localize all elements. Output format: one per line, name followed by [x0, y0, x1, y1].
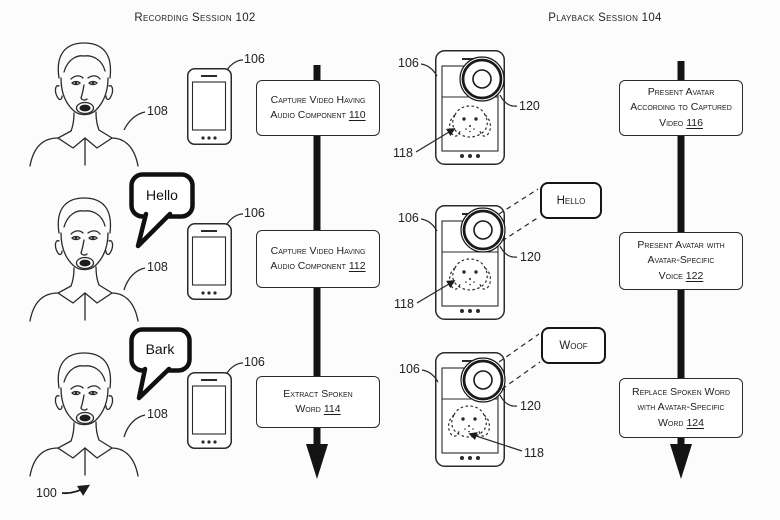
phone-icon	[188, 224, 232, 300]
ref-label-106: 106	[244, 206, 265, 220]
ref-label-106: 106	[398, 56, 419, 70]
flow-step-present-avatar-116	[619, 80, 743, 136]
phone-icon	[188, 373, 232, 449]
ref-label-108: 108	[147, 407, 168, 421]
avatar-speech-text: Hello	[556, 194, 586, 207]
flow-step-text: Present Avatar According to Captured Video	[630, 86, 732, 129]
avatar-speech-connectors	[499, 189, 540, 389]
flow-step-ref: 116	[686, 116, 703, 129]
flow-step-ref: 122	[685, 269, 704, 282]
speech-bubble-hello	[132, 175, 193, 248]
ref-label-106: 106	[398, 211, 419, 225]
ref-label-108: 108	[147, 104, 168, 118]
speaker-icon	[461, 358, 505, 402]
speech-bubble-bark	[132, 330, 190, 400]
flow-step-extract-word-114	[256, 376, 380, 428]
flow-step-text: Replace Spoken Word with Avatar-Specific Word	[631, 386, 731, 429]
ref-label-100: 100	[36, 486, 57, 500]
ref-label-118: 118	[393, 146, 413, 160]
flow-step-ref: 112	[348, 260, 366, 272]
user-speech-hello: Hello	[146, 187, 178, 203]
flow-step-ref: 114	[323, 403, 341, 415]
ref-label-118: 118	[524, 446, 544, 460]
flow-step-avatar-voice-122	[619, 232, 743, 290]
flow-step-replace-word-124	[619, 378, 743, 438]
playback-session-title: Playback Session 104	[548, 12, 662, 24]
recording-session-title: Recording Session 102	[134, 12, 256, 24]
avatar-speech-text: Woof	[559, 339, 588, 352]
user-sketch	[30, 353, 138, 476]
ref-label-106: 106	[244, 355, 265, 369]
ref-label-120: 120	[520, 399, 541, 413]
speaker-icon	[460, 57, 504, 101]
flow-step-capture-video-110	[256, 80, 380, 136]
flow-step-text: Extract Spoken Word	[283, 387, 353, 415]
ref-label-108: 108	[147, 260, 168, 274]
phone-icon	[188, 69, 232, 145]
ref-label-118: 118	[394, 297, 414, 311]
user-speech-bark: Bark	[145, 341, 175, 357]
ref-label-120: 120	[520, 250, 541, 264]
flow-step-ref: 124	[686, 416, 704, 429]
ref-label-106: 106	[399, 362, 420, 376]
avatar-speech-woof	[541, 327, 606, 364]
flow-step-text: Capture Video Having Audio Component	[270, 244, 366, 272]
ref-label-120: 120	[519, 99, 540, 113]
flow-step-ref: 110	[348, 109, 366, 121]
user-sketch	[30, 198, 138, 321]
avatar-speech-hello	[540, 182, 602, 219]
flow-step-text: Capture Video Having Audio Component	[270, 93, 366, 121]
speaker-icon	[461, 208, 505, 252]
ref-label-106: 106	[244, 52, 265, 66]
flow-step-capture-video-112	[256, 230, 380, 288]
user-sketch	[30, 43, 138, 166]
flow-step-text: Present Avatar with Avatar-Specific Voice	[637, 239, 725, 282]
figure-ref-arrow	[62, 486, 88, 493]
